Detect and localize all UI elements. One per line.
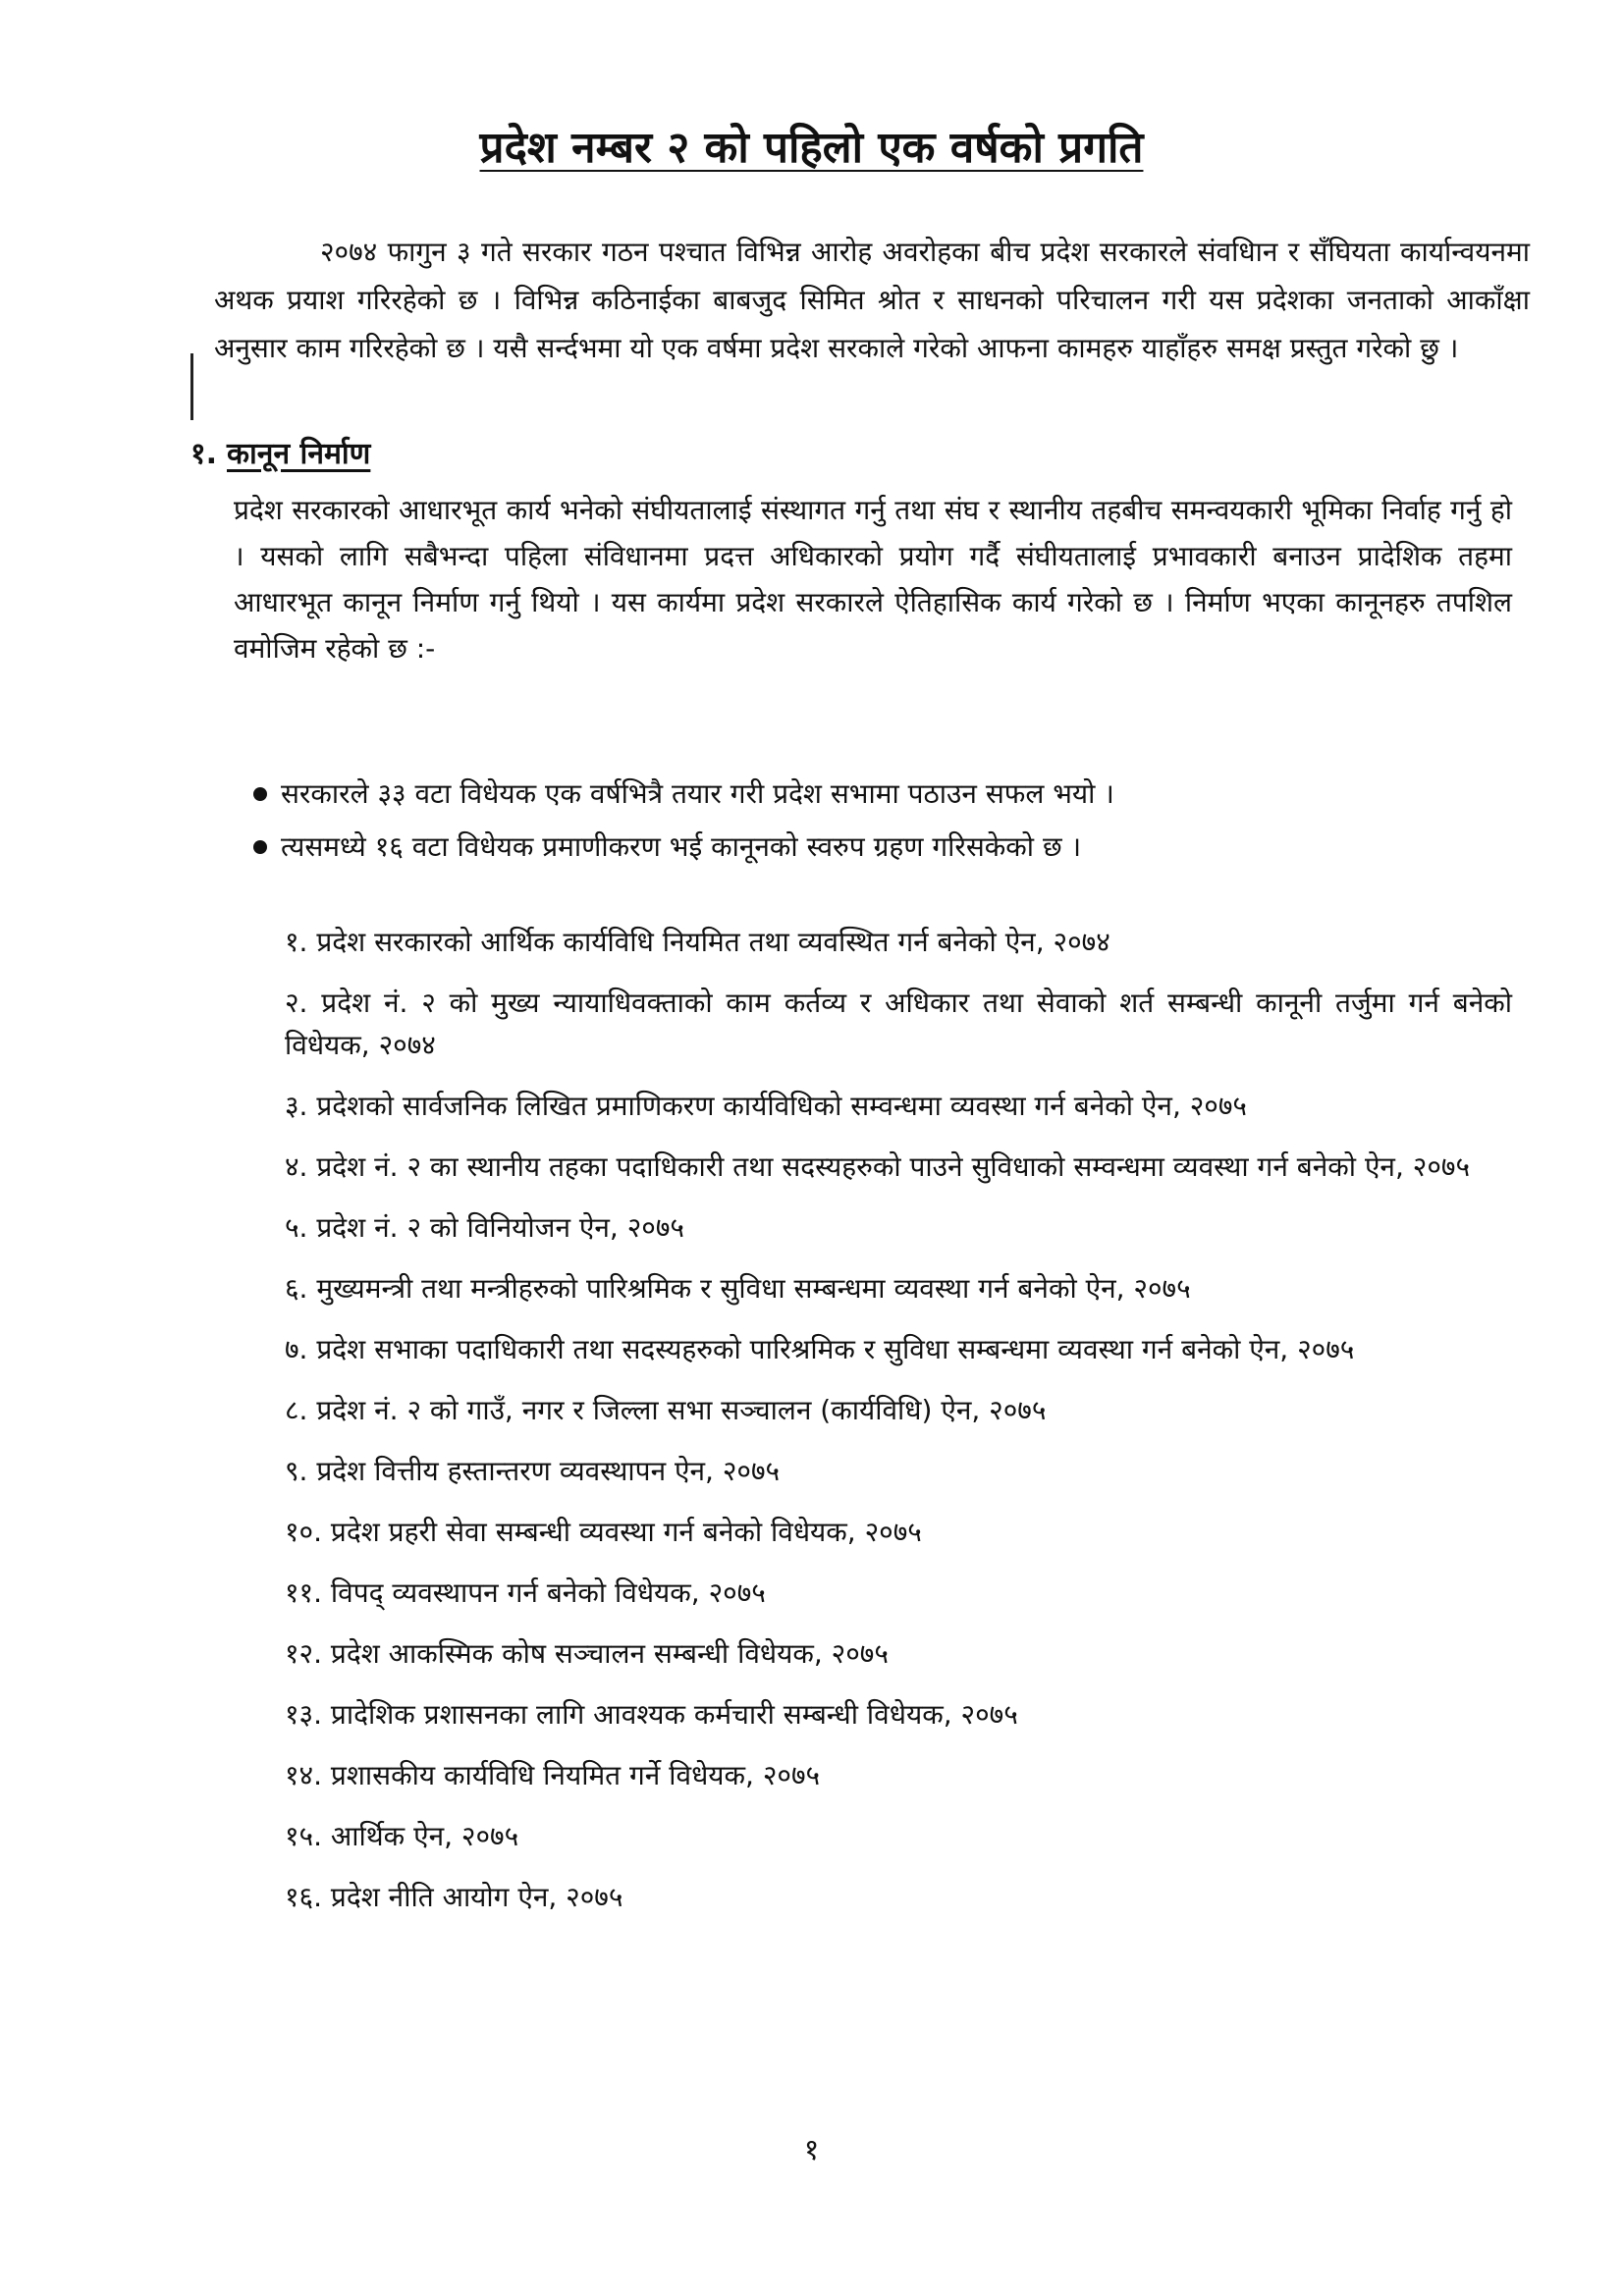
- page-number: १: [803, 2133, 820, 2167]
- act-item: १०. प्रदेश प्रहरी सेवा सम्बन्धी व्यवस्था गर्न बनेको विधेयक, २०७५: [285, 1516, 922, 1548]
- act-item: १२. प्रदेश आकस्मिक कोष सञ्चालन सम्बन्धी विधेयक, २०७५: [285, 1637, 889, 1670]
- bullet-text: त्यसमध्ये १६ वटा विधेयक प्रमाणीकरण भई कानूनको स्वरुप ग्रहण गरिसकेको छ ।: [281, 830, 1082, 863]
- section-heading-text: कानून निर्माण: [227, 437, 371, 471]
- intro-paragraph: २०७४ फागुन ३ गते सरकार गठन पश्चात विभिन्न आरोह अवरोहका बीच प्रदेश सरकारले संवधिान र सँघियता कार्यान्वयनमा अथक प्रयाश गरिरहेको छ । विभिन्न कठिनाईका बाबजुद सिमित श्रोत र साधनको परिचालन गरी यस प्रदेशका जनताको आकाँक्षा अनुसार काम गरिरहेको छ । यसै सर्न्दभमा यो एक वर्षमा प्रदेश सरकाले गरेको आफना कामहरु याहाँहरु समक्ष प्रस्तुत गरेको छु ।: [214, 236, 1530, 364]
- margin-mark: [190, 353, 193, 420]
- page-title: [0, 116, 1623, 175]
- bullet-item: [253, 768, 1510, 821]
- section-paragraph: प्रदेश सरकारको आधारभूत कार्य भनेको संघीयतालाई संस्थागत गर्नु तथा संघ र स्थानीय तहबीच समन्वयकारी भूमिका निर्वाह गर्नु हो । यसको लागि सबैभन्दा पहिला संविधानमा प्रदत्त अधिकारको प्रयोग गर्दै संघीयतालाई प्रभावकारी बनाउन प्रादेशिक तहमा आधारभूत कानून निर्माण गर्नु थियो । यस कार्यमा प्रदेश सरकारले ऐतिहासिक कार्य गरेको छ । निर्माण भएका कानूनहरु तपशिल वमोजिम रहेको छ :-: [234, 494, 1512, 665]
- bullet-icon: [253, 787, 267, 801]
- acts-list: [285, 921, 1512, 1937]
- bullet-list: [253, 768, 1510, 874]
- act-item: ३. प्रदेशको सार्वजनिक लिखित प्रमाणिकरण कार्यविधिको सम्वन्धमा व्यवस्था गर्न बनेको ऐन, २०७५: [285, 1090, 1247, 1122]
- act-item: ९. प्रदेश वित्तीय हस्तान्तरण व्यवस्थापन ऐन, २०७५: [285, 1455, 781, 1487]
- act-item: ७. प्रदेश सभाका पदाधिकारी तथा सदस्यहरुको पारिश्रमिक र सुविधा सम्बन्धमा व्यवस्था गर्न बनेको ऐन, २०७५: [285, 1333, 1355, 1365]
- bullet-text: सरकारले ३३ वटा विधेयक एक वर्षभित्रै तयार गरी प्रदेश सभामा पठाउन सफल भयो ।: [281, 777, 1114, 810]
- act-item: १. प्रदेश सरकारको आर्थिक कार्यविधि नियमित तथा व्यवस्थित गर्न बनेको ऐन, २०७४: [285, 926, 1110, 958]
- act-item: ११. विपद् व्यवस्थापन गर्न बनेको विधेयक, २०७५: [285, 1576, 766, 1609]
- act-item: ५. प्रदेश नं. २ को विनियोजन ऐन, २०७५: [285, 1211, 684, 1244]
- page-title-text: प्रदेश नम्बर २ को पहिलो एक वर्षको प्रगति: [479, 123, 1144, 173]
- act-item: १४. प्रशासकीय कार्यविधि नियमित गर्ने विधेयक, २०७५: [285, 1759, 821, 1791]
- section-heading: [190, 432, 370, 472]
- act-item: १६. प्रदेश नीति आयोग ऐन, २०७५: [285, 1881, 623, 1913]
- act-item: ८. प्रदेश नं. २ को गाउँ, नगर र जिल्ला सभा सञ्चालन (कार्यविधि) ऐन, २०७५: [285, 1394, 1047, 1426]
- bullet-item: [253, 821, 1510, 874]
- act-item: ४. प्रदेश नं. २ का स्थानीय तहका पदाधिकारी तथा सदस्यहरुको पाउने सुविधाको सम्वन्धमा व्यवस्था गर्न बनेको ऐन, २०७५: [285, 1150, 1471, 1183]
- bullet-icon: [253, 840, 267, 854]
- act-item: ६. मुख्यमन्त्री तथा मन्त्रीहरुको पारिश्रमिक र सुविधा सम्बन्धमा व्यवस्था गर्न बनेको ऐन, २०७५: [285, 1272, 1191, 1305]
- section-number: १.: [190, 437, 217, 471]
- act-item: १५. आर्थिक ऐन, २०७५: [285, 1820, 519, 1852]
- act-item: १३. प्रादेशिक प्रशासनका लागि आवश्यक कर्मचारी सम्बन्धी विधेयक, २०७५: [285, 1698, 1018, 1731]
- act-item: २. प्रदेश नं. २ को मुख्य न्यायाधिवक्ताको काम कर्तव्य र अधिकार तथा सेवाको शर्त सम्बन्धी कानूनी तर्जुमा गर्न बनेको विधेयक, २०७४: [285, 987, 1512, 1061]
